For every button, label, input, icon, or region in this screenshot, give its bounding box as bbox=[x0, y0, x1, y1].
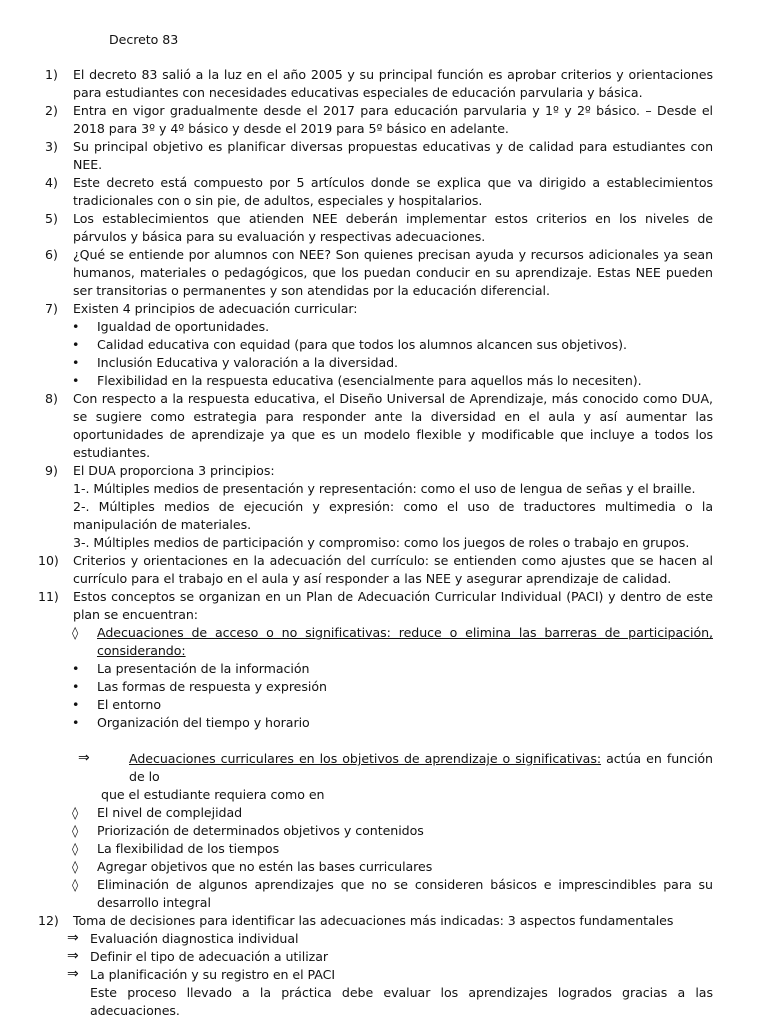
list-item bbox=[45, 66, 713, 102]
bullet-text: La presentación de la información bbox=[97, 661, 310, 676]
bullet-item bbox=[45, 354, 713, 372]
bullet-icon: • bbox=[72, 715, 80, 730]
bullet-icon: • bbox=[72, 661, 80, 676]
list-item bbox=[38, 552, 713, 588]
bullet-text: Inclusión Educativa y valoración a la diversidad. bbox=[97, 355, 399, 370]
bullet-icon: • bbox=[72, 319, 80, 334]
bullet-icon: • bbox=[72, 679, 80, 694]
curricular-adaptations-heading: Adecuaciones curriculares en los objetivos de aprendizaje o significativas: bbox=[129, 751, 602, 766]
diamond-item bbox=[45, 822, 713, 840]
diamond-item bbox=[45, 624, 713, 660]
item-number: 1) bbox=[45, 67, 58, 82]
document-body bbox=[38, 66, 713, 1020]
arrow-icon: ⇒ bbox=[67, 948, 79, 964]
list-item bbox=[45, 246, 713, 300]
item-number: 7) bbox=[45, 301, 58, 316]
diamond-item bbox=[45, 876, 713, 912]
diamond-text: Agregar objetivos que no estén las bases curriculares bbox=[97, 859, 433, 874]
dua-principle: 1-. Múltiples medios de presentación y representación: como el uso de lengua de señas y el braille. bbox=[73, 481, 696, 496]
list-item bbox=[45, 210, 713, 246]
bullet-text: Organización del tiempo y horario bbox=[97, 715, 310, 730]
bullet-item bbox=[45, 696, 713, 714]
diamond-item bbox=[45, 840, 713, 858]
curricular-adaptations-text: que el estudiante requiera como en bbox=[101, 787, 325, 802]
arrow-text: Evaluación diagnostica individual bbox=[90, 931, 299, 946]
bullet-icon: • bbox=[72, 355, 80, 370]
bullet-text: Igualdad de oportunidades. bbox=[97, 319, 270, 334]
arrow-item bbox=[45, 966, 713, 984]
diamond-icon: ◊ bbox=[72, 841, 79, 856]
item-text: Los establecimientos que atienden NEE deberán implementar estos criterios en los niveles de párvulos y básica para su evaluación y respectivas adecuaciones. bbox=[73, 211, 713, 244]
item-text: Criterios y orientaciones en la adecuación del currículo: se entienden como ajustes que se hacen al currículo para el trabajo en el aula y así responder a las NEE y asegurar aprendizaje de calidad. bbox=[73, 553, 713, 586]
item-number: 11) bbox=[38, 589, 59, 604]
arrow-icon: ⇒ bbox=[67, 930, 79, 946]
arrow-text: La planificación y su registro en el PACI bbox=[90, 967, 335, 982]
curricular-adaptations-text: actúa en función de lo bbox=[129, 751, 713, 784]
item-text: El DUA proporciona 3 principios: bbox=[73, 463, 275, 478]
arrow-icon: ⇒ bbox=[78, 750, 90, 766]
item-text: Estos conceptos se organizan en un Plan de Adecuación Curricular Individual (PACI) y dentro de este plan se encuentran: bbox=[73, 589, 713, 622]
bullet-item bbox=[45, 678, 713, 696]
closing-paragraph: Este proceso llevado a la práctica debe evaluar los aprendizajes logrados gracias a las adecuaciones. bbox=[90, 985, 713, 1018]
bullet-icon: • bbox=[72, 697, 80, 712]
item-number: 8) bbox=[45, 391, 58, 406]
item-number: 3) bbox=[45, 139, 58, 154]
bullet-icon: • bbox=[72, 373, 80, 388]
list-item bbox=[45, 462, 713, 480]
bullet-item bbox=[45, 318, 713, 336]
access-adaptations-heading: Adecuaciones de acceso o no significativas: reduce o elimina las barreras de participación, considerando: bbox=[97, 625, 713, 658]
spacer bbox=[45, 732, 713, 750]
item-number: 5) bbox=[45, 211, 58, 226]
document-title: Decreto 83 bbox=[109, 32, 179, 47]
bullet-text: El entorno bbox=[97, 697, 161, 712]
bullet-text: Calidad educativa con equidad (para que todos los alumnos alcancen sus objetivos). bbox=[97, 337, 627, 352]
diamond-text: Eliminación de algunos aprendizajes que no se consideren básicos e imprescindibles para su desarrollo integral bbox=[97, 877, 713, 910]
diamond-item bbox=[45, 858, 713, 876]
diamond-icon: ◊ bbox=[72, 805, 79, 820]
item-number: 2) bbox=[45, 103, 58, 118]
diamond-icon: ◊ bbox=[72, 859, 79, 874]
dua-principle: 3-. Múltiples medios de participación y compromiso: como los juegos de roles o trabajo en grupos. bbox=[73, 535, 690, 550]
arrow-item bbox=[45, 948, 713, 966]
diamond-item bbox=[45, 804, 713, 822]
diamond-icon: ◊ bbox=[72, 877, 79, 892]
dua-principle: 2-. Múltiples medios de ejecución y expresión: como el uso de traductores multimedia o la manipulación de materiales. bbox=[73, 499, 713, 532]
item-number: 10) bbox=[38, 553, 59, 568]
arrow-item bbox=[45, 930, 713, 948]
bullet-item bbox=[45, 714, 713, 732]
item-text: Entra en vigor gradualmente desde el 2017 para educación parvularia y 1º y 2º básico. – Desde el 2018 para 3º y 4º básico y desde el 2019 para 5º básico en adelante. bbox=[73, 103, 713, 136]
item-number: 12) bbox=[38, 913, 59, 928]
diamond-text: El nivel de complejidad bbox=[97, 805, 243, 820]
diamond-icon: ◊ bbox=[72, 823, 79, 838]
list-item bbox=[45, 102, 713, 138]
diamond-icon: ◊ bbox=[72, 625, 79, 640]
diamond-text: Priorización de determinados objetivos y contenidos bbox=[97, 823, 424, 838]
arrow-item bbox=[45, 750, 713, 804]
bullet-icon: • bbox=[72, 337, 80, 352]
bullet-text: Flexibilidad en la respuesta educativa (esencialmente para aquellos más lo necesiten). bbox=[97, 373, 642, 388]
item-text: Con respecto a la respuesta educativa, el Diseño Universal de Aprendizaje, más conocido como DUA, se sugiere como estrategia para responder ante la diversidad en el aula y así aumentar las oportunidades de aprendizaje ya que es un modelo flexible y modificable que incluye a todos los estudiantes. bbox=[73, 391, 713, 460]
list-item bbox=[45, 174, 713, 210]
list-item bbox=[45, 138, 713, 174]
item-number: 4) bbox=[45, 175, 58, 190]
item-text: El decreto 83 salió a la luz en el año 2005 y su principal función es aprobar criterios y orientaciones para estudiantes con necesidades educativas especiales de educación parvularia y básica. bbox=[73, 67, 713, 100]
item-text: Toma de decisiones para identificar las adecuaciones más indicadas: 3 aspectos fundamentales bbox=[73, 913, 674, 928]
item-text: Existen 4 principios de adecuación curricular: bbox=[73, 301, 358, 316]
diamond-text: La flexibilidad de los tiempos bbox=[97, 841, 280, 856]
bullet-text: Las formas de respuesta y expresión bbox=[97, 679, 327, 694]
arrow-text: Definir el tipo de adecuación a utilizar bbox=[90, 949, 329, 964]
item-text: Este decreto está compuesto por 5 artículos donde se explica que va dirigido a establecimientos tradicionales con o sin pie, de adultos, especiales y hospitalarios. bbox=[73, 175, 713, 208]
list-item bbox=[45, 390, 713, 462]
list-item bbox=[45, 300, 713, 318]
item-text: ¿Qué se entiende por alumnos con NEE? Son quienes precisan ayuda y recursos adicionales ya sean humanos, materiales o pedagógicos, que los puedan conducir en su aprendizaje. Estas NEE pueden ser transitorias o permanentes y son atendidas por la educación diferencial. bbox=[73, 247, 713, 298]
bullet-item bbox=[45, 372, 713, 390]
item-number: 6) bbox=[45, 247, 58, 262]
list-item bbox=[38, 588, 713, 624]
list-item bbox=[38, 912, 713, 930]
item-text: Su principal objetivo es planificar diversas propuestas educativas y de calidad para estudiantes con NEE. bbox=[73, 139, 713, 172]
bullet-item bbox=[45, 660, 713, 678]
item-number: 9) bbox=[45, 463, 58, 478]
arrow-icon: ⇒ bbox=[67, 966, 79, 982]
bullet-item bbox=[45, 336, 713, 354]
